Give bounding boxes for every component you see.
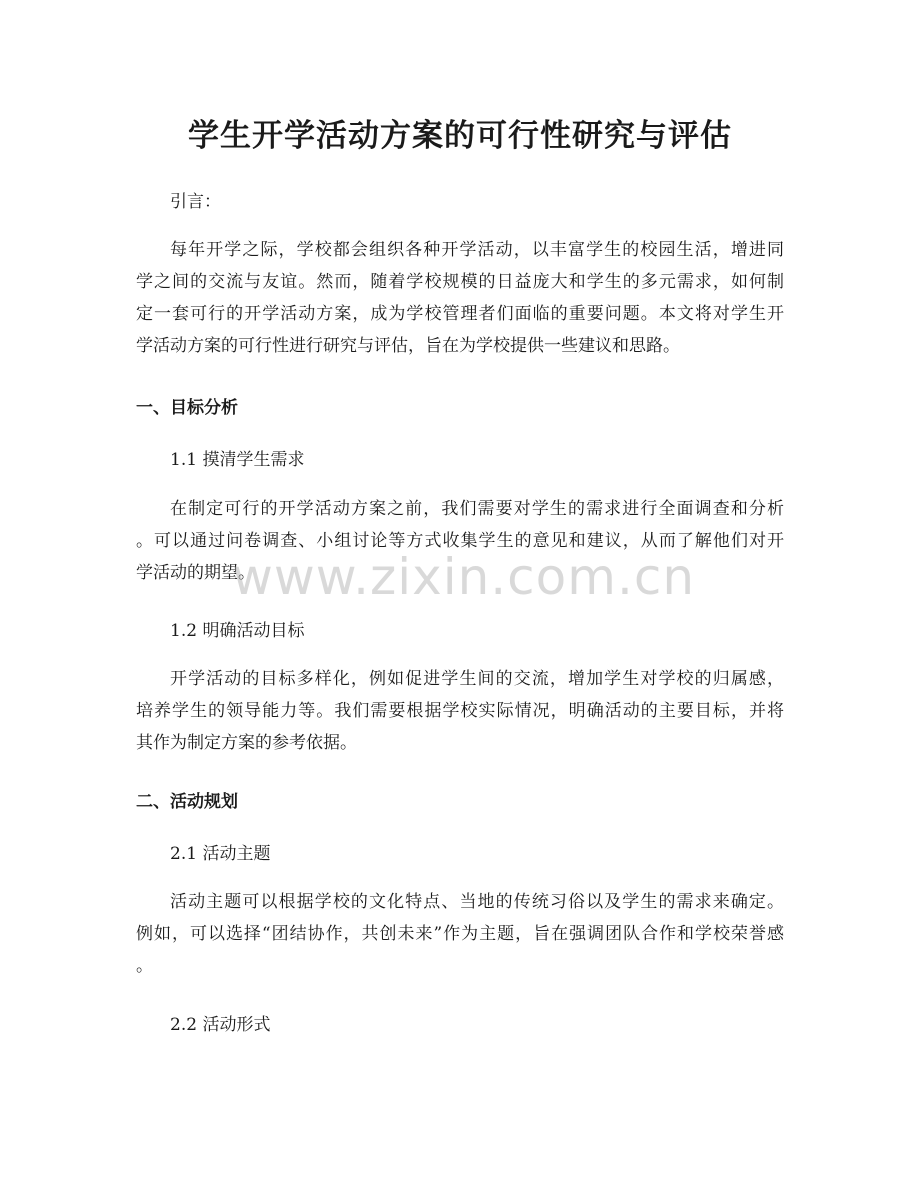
section-1-2-line-1: 开学活动的目标多样化，例如促进学生间的交流，增加学生对学校的归属感， [170, 669, 784, 689]
section-1-1-line-1: 在制定可行的开学活动方案之前，我们需要对学生的需求进行全面调查和分析 [170, 499, 784, 519]
section-1-2-title: 1.2 明确活动目标 [170, 621, 305, 641]
section-1-2-line-2: 培养学生的领导能力等。我们需要根据学校实际情况，明确活动的主要目标，并将 [136, 701, 784, 721]
watermark-text: www.zixin.com.cn [232, 548, 696, 606]
section-2-2-title: 2.2 活动形式 [170, 1015, 271, 1035]
section-2-heading: 二、活动规划 [136, 792, 238, 812]
section-1-1-line-2: 。可以通过问卷调查、小组讨论等方式收集学生的意见和建议，从而了解他们对开 [136, 531, 784, 551]
intro-line-1: 每年开学之际，学校都会组织各种开学活动，以丰富学生的校园生活，增进同 [170, 240, 784, 260]
section-2-1-title: 2.1 活动主题 [170, 844, 271, 864]
section-2-1-line-2: 例如，可以选择“团结协作，共创未来”作为主题，旨在强调团队合作和学校荣誉感 [136, 924, 784, 944]
intro-label: 引言： [170, 192, 221, 212]
section-1-2-line-3: 其作为制定方案的参考依据。 [136, 733, 357, 753]
section-2-1-line-3: 。 [136, 956, 153, 976]
section-1-1-line-3: 学活动的期望。 [136, 563, 255, 583]
section-1-1-title: 1.1 摸清学生需求 [170, 450, 305, 470]
section-1-heading: 一、目标分析 [136, 398, 238, 418]
document-title: 学生开学活动方案的可行性研究与评估 [188, 118, 732, 154]
section-2-1-line-1: 活动主题可以根据学校的文化特点、当地的传统习俗以及学生的需求来确定。 [170, 892, 784, 912]
intro-line-3: 定一套可行的开学活动方案，成为学校管理者们面临的重要问题。本文将对学生开 [136, 304, 784, 324]
intro-line-2: 学之间的交流与友谊。然而，随着学校规模的日益庞大和学生的多元需求，如何制 [136, 272, 784, 292]
intro-line-4: 学活动方案的可行性进行研究与评估，旨在为学校提供一些建议和思路。 [136, 336, 680, 356]
